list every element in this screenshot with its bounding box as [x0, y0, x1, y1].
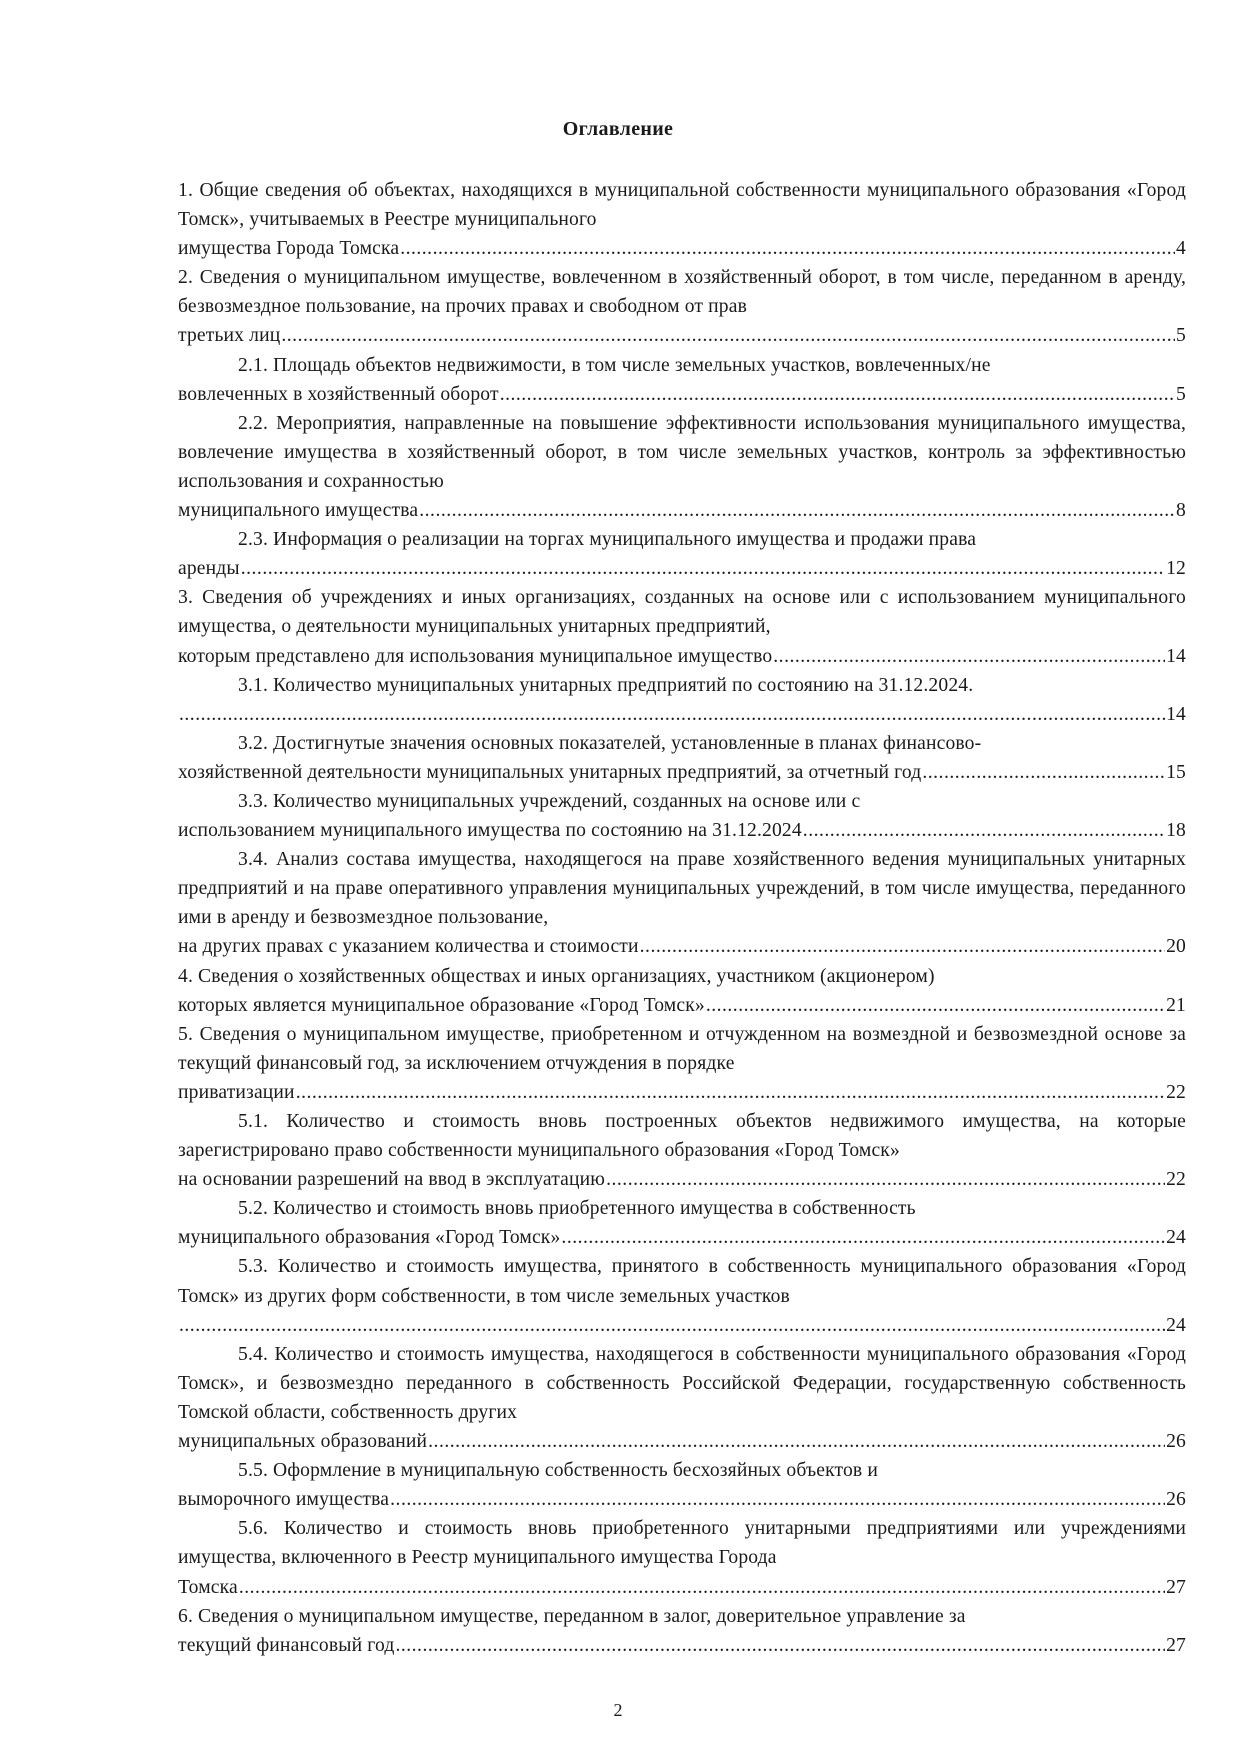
dot-leader [179, 700, 1165, 729]
dot-leader [400, 234, 1175, 263]
toc-page-number: 27 [1166, 1576, 1186, 1598]
dot-leader [500, 380, 1175, 409]
dot-leader [706, 991, 1165, 1020]
dot-leader [640, 932, 1165, 961]
toc-entry-text: 3.4. Анализ состава имущества, находящегося на праве хозяйственного ведения муниципальных унитарных предприятий и на праве оперативного управления муниципальных учреждений, в том числе имущества, переданного ими в аренду и безвозмездное пользование, [178, 849, 1186, 929]
toc-entry-2-1[interactable] [178, 351, 1186, 409]
toc-page-number: 26 [1166, 1431, 1186, 1453]
toc-entry-leader-line [178, 758, 1186, 787]
dot-leader [803, 816, 1165, 845]
toc-page-number: 24 [1166, 1227, 1186, 1249]
toc-entry-2[interactable] [178, 263, 1186, 350]
toc-entry-2-3[interactable] [178, 525, 1186, 583]
toc-entry-4[interactable] [178, 962, 1186, 1020]
toc-entry-text: 6. Сведения о муниципальном имуществе, переданном в залог, доверительное управление за [178, 1605, 966, 1627]
toc-entry-2-2[interactable] [178, 409, 1186, 525]
toc-page-number: 8 [1176, 500, 1186, 522]
toc-entry-text: 5.3. Количество и стоимость имущества, принятого в собственность муниципального образования «Город Томск» из других форм собственности, в том числе земельных участков [178, 1256, 1186, 1307]
toc-entry-text: 2.1. Площадь объектов недвижимости, в том числе земельных участков, вовлеченных/не [238, 354, 991, 376]
toc-entry-3-3[interactable] [178, 787, 1186, 845]
dot-leader [179, 1311, 1165, 1340]
dot-leader [281, 321, 1175, 350]
toc-entry-text: 2.3. Информация о реализации на торгах муниципального имущества и продажи права [238, 529, 977, 551]
toc-page-number: 12 [1166, 558, 1186, 580]
toc-entry-5-5[interactable] [178, 1456, 1186, 1514]
toc-page-number: 15 [1166, 761, 1186, 783]
toc-entry-text: 3.2. Достигнутые значения основных показателей, установленные в планах финансово- [238, 732, 982, 754]
dot-leader [395, 1631, 1165, 1660]
toc-entry-5-6[interactable] [178, 1514, 1186, 1601]
dot-leader [428, 1427, 1165, 1456]
dot-leader [296, 1078, 1165, 1107]
toc-entry-text-end: муниципального имущества [178, 500, 419, 522]
toc-page-number: 22 [1166, 1169, 1186, 1191]
toc-entry-text-end: вовлеченных в хозяйственный оборот [178, 383, 499, 405]
toc-entry-text-end: хозяйственной деятельности муниципальных унитарных предприятий, за отчетный год [178, 761, 922, 783]
toc-entry-leader-line [178, 1078, 1186, 1107]
table-of-contents [178, 176, 1186, 1660]
toc-entry-3-1[interactable] [178, 671, 1186, 729]
toc-entry-text: 1. Общие сведения об объектах, находящихся в муниципальной собственности муниципального образования «Город Томск», учитываемых в Реестре муниципального [178, 180, 1186, 231]
toc-entry-text: 2.2. Мероприятия, направленные на повышение эффективности использования муниципального имущества, вовлечение имущества в хозяйственный оборот, в том числе земельных участков, контроль за эффективностью использования и сохранностью [178, 412, 1186, 492]
toc-entry-5-2[interactable] [178, 1194, 1186, 1252]
toc-entry-leader-line [178, 234, 1186, 263]
toc-page-number: 5 [1176, 325, 1186, 347]
toc-entry-leader-line [178, 321, 1186, 350]
toc-entry-text: 5.2. Количество и стоимость вновь приобретенного имущества в собственность [238, 1198, 916, 1220]
toc-entry-leader-line [178, 1427, 1186, 1456]
toc-entry-text: 5.4. Количество и стоимость имущества, находящегося в собственности муниципального образования «Город Томск», и безвозмездно переданного в собственность Российской Федерации, государственную собственность Томской области, собственность других [178, 1343, 1186, 1423]
toc-entry-leader-line [178, 642, 1186, 671]
toc-entry-text-end: имущества Города Томска [178, 238, 400, 260]
toc-entry-text-end: которым представлено для использования муниципальное имущество [178, 645, 773, 667]
toc-entry-3-4[interactable] [178, 845, 1186, 961]
toc-entry-leader-line [178, 1485, 1186, 1514]
toc-entry-6[interactable] [178, 1602, 1186, 1660]
toc-entry-text-end: использованием муниципального имущества по состоянию на 31.12.2024 [178, 820, 802, 842]
toc-entry-text-end: аренды [178, 558, 240, 580]
toc-entry-text-end: муниципального образования «Город Томск» [178, 1227, 561, 1249]
dot-leader [561, 1223, 1165, 1252]
toc-entry-leader-line [178, 932, 1186, 961]
toc-entry-leader-line [178, 700, 1186, 729]
toc-entry-leader-line [178, 496, 1186, 525]
dot-leader [419, 496, 1175, 525]
toc-entry-leader-line [178, 1311, 1186, 1340]
toc-page-number: 4 [1176, 238, 1186, 260]
toc-page-number: 24 [1166, 1314, 1186, 1336]
toc-entry-text-end: которых является муниципальное образование «Город Томск» [178, 994, 705, 1016]
toc-entry-text-end: Томска [178, 1576, 238, 1598]
page-title: Оглавление [562, 118, 674, 140]
toc-entry-text: 3. Сведения об учреждениях и иных организациях, созданных на основе или с использованием муниципального имущества, о деятельности муниципальных унитарных предприятий, [178, 587, 1186, 638]
toc-entry-text-end: приватизации [178, 1081, 295, 1103]
dot-leader [390, 1485, 1165, 1514]
toc-page-number: 21 [1166, 994, 1186, 1016]
toc-entry-leader-line [178, 1573, 1186, 1602]
toc-page-number: 22 [1166, 1081, 1186, 1103]
dot-leader [241, 554, 1165, 583]
toc-entry-1[interactable] [178, 176, 1186, 263]
toc-page-number: 18 [1166, 820, 1186, 842]
toc-entry-text: 3.3. Количество муниципальных учреждений, созданных на основе или с [238, 790, 861, 812]
toc-entry-text-end: текущий финансовый год [178, 1634, 395, 1656]
toc-page-number: 14 [1166, 645, 1186, 667]
toc-entry-text: 3.1. Количество муниципальных унитарных предприятий по состоянию на 31.12.2024. [238, 674, 974, 696]
toc-entry-text: 5.1. Количество и стоимость вновь построенных объектов недвижимого имущества, на которые зарегистрировано право собственности муниципального образования «Город Томск» [178, 1111, 1186, 1162]
toc-entry-text-end: третьих лиц [178, 325, 281, 347]
toc-entry-leader-line [178, 380, 1186, 409]
toc-entry-text: 2. Сведения о муниципальном имуществе, вовлеченном в хозяйственный оборот, в том числе, переданном в аренду, безвозмездное пользование, на прочих правах и свободном от прав [178, 267, 1186, 318]
toc-entry-text: 5. Сведения о муниципальном имуществе, приобретенном и отчужденном на возмездной и безвозмездной основе за текущий финансовый год, за исключением отчуждения в порядке [178, 1023, 1186, 1074]
toc-entry-text-end: муниципальных образований [178, 1431, 428, 1453]
toc-page-number: 14 [1166, 703, 1186, 725]
toc-entry-leader-line [178, 816, 1186, 845]
page-number: 2 [613, 1700, 623, 1720]
dot-leader [606, 1165, 1165, 1194]
toc-entry-3[interactable] [178, 583, 1186, 670]
toc-entry-leader-line [178, 554, 1186, 583]
toc-entry-5[interactable] [178, 1020, 1186, 1107]
toc-page-number: 20 [1166, 936, 1186, 958]
toc-entry-text-end: на основании разрешений на ввод в эксплуатацию [178, 1169, 606, 1191]
dot-leader [773, 642, 1165, 671]
dot-leader [239, 1573, 1165, 1602]
toc-entry-5-3[interactable] [178, 1252, 1186, 1339]
toc-entry-leader-line [178, 991, 1186, 1020]
toc-entry-3-2[interactable] [178, 729, 1186, 787]
toc-entry-5-4[interactable] [178, 1340, 1186, 1456]
toc-entry-text-end: выморочного имущества [178, 1489, 390, 1511]
toc-entry-text: 5.5. Оформление в муниципальную собственность бесхозяйных объектов и [238, 1460, 879, 1482]
toc-entry-leader-line [178, 1165, 1186, 1194]
dot-leader [922, 758, 1165, 787]
toc-page-number: 26 [1166, 1489, 1186, 1511]
toc-entry-text-end: на других правах с указанием количества и стоимости [178, 936, 639, 958]
toc-page-number: 5 [1176, 383, 1186, 405]
toc-page-number: 27 [1166, 1634, 1186, 1656]
toc-entry-leader-line [178, 1631, 1186, 1660]
toc-entry-leader-line [178, 1223, 1186, 1252]
toc-entry-text: 5.6. Количество и стоимость вновь приобретенного унитарными предприятиями или учреждениями имущества, включенного в Реестр муниципального имущества Города [178, 1518, 1186, 1569]
toc-entry-5-1[interactable] [178, 1107, 1186, 1194]
toc-entry-text: 4. Сведения о хозяйственных обществах и иных организациях, участником (акционером) [178, 965, 935, 987]
